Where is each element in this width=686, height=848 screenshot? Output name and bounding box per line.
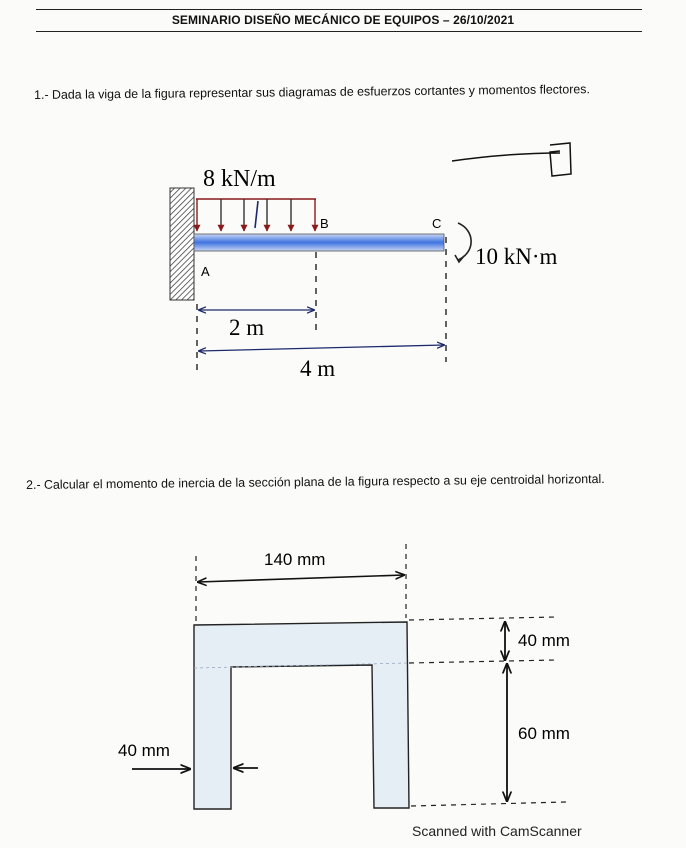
leg-height-label: 60 mm bbox=[518, 724, 570, 743]
dim-2m-label: 2 m bbox=[229, 315, 265, 340]
header-title: SEMINARIO DISEÑO MECÁNICO DE EQUIPOS – 26/10/2021 bbox=[171, 13, 515, 27]
scanner-watermark: Scanned with CamScanner bbox=[412, 823, 582, 839]
load-label: 8 kN/m bbox=[203, 166, 276, 192]
point-b-label: B bbox=[320, 216, 329, 231]
cross-section-shape bbox=[194, 622, 409, 809]
flange-label: 40 mm bbox=[518, 631, 570, 650]
point-a-label: A bbox=[201, 264, 210, 279]
moment-label: 10 kN·m bbox=[475, 244, 558, 269]
leg-width-label: 40 mm bbox=[118, 741, 170, 760]
question-2-text: 2.- Calcular el momento de inercia de la sección plana de la figura respecto a su eje centroidal horizontal. bbox=[26, 471, 605, 492]
point-c-label: C bbox=[432, 216, 442, 231]
dimension-140mm bbox=[198, 575, 404, 582]
dim-4m-label: 4 m bbox=[300, 356, 336, 381]
question-1-text: 1.- Dada la viga de la figura representar sus diagramas de esfuerzos cortantes y momentos flectores. bbox=[34, 82, 590, 102]
width-label: 140 mm bbox=[264, 550, 326, 569]
